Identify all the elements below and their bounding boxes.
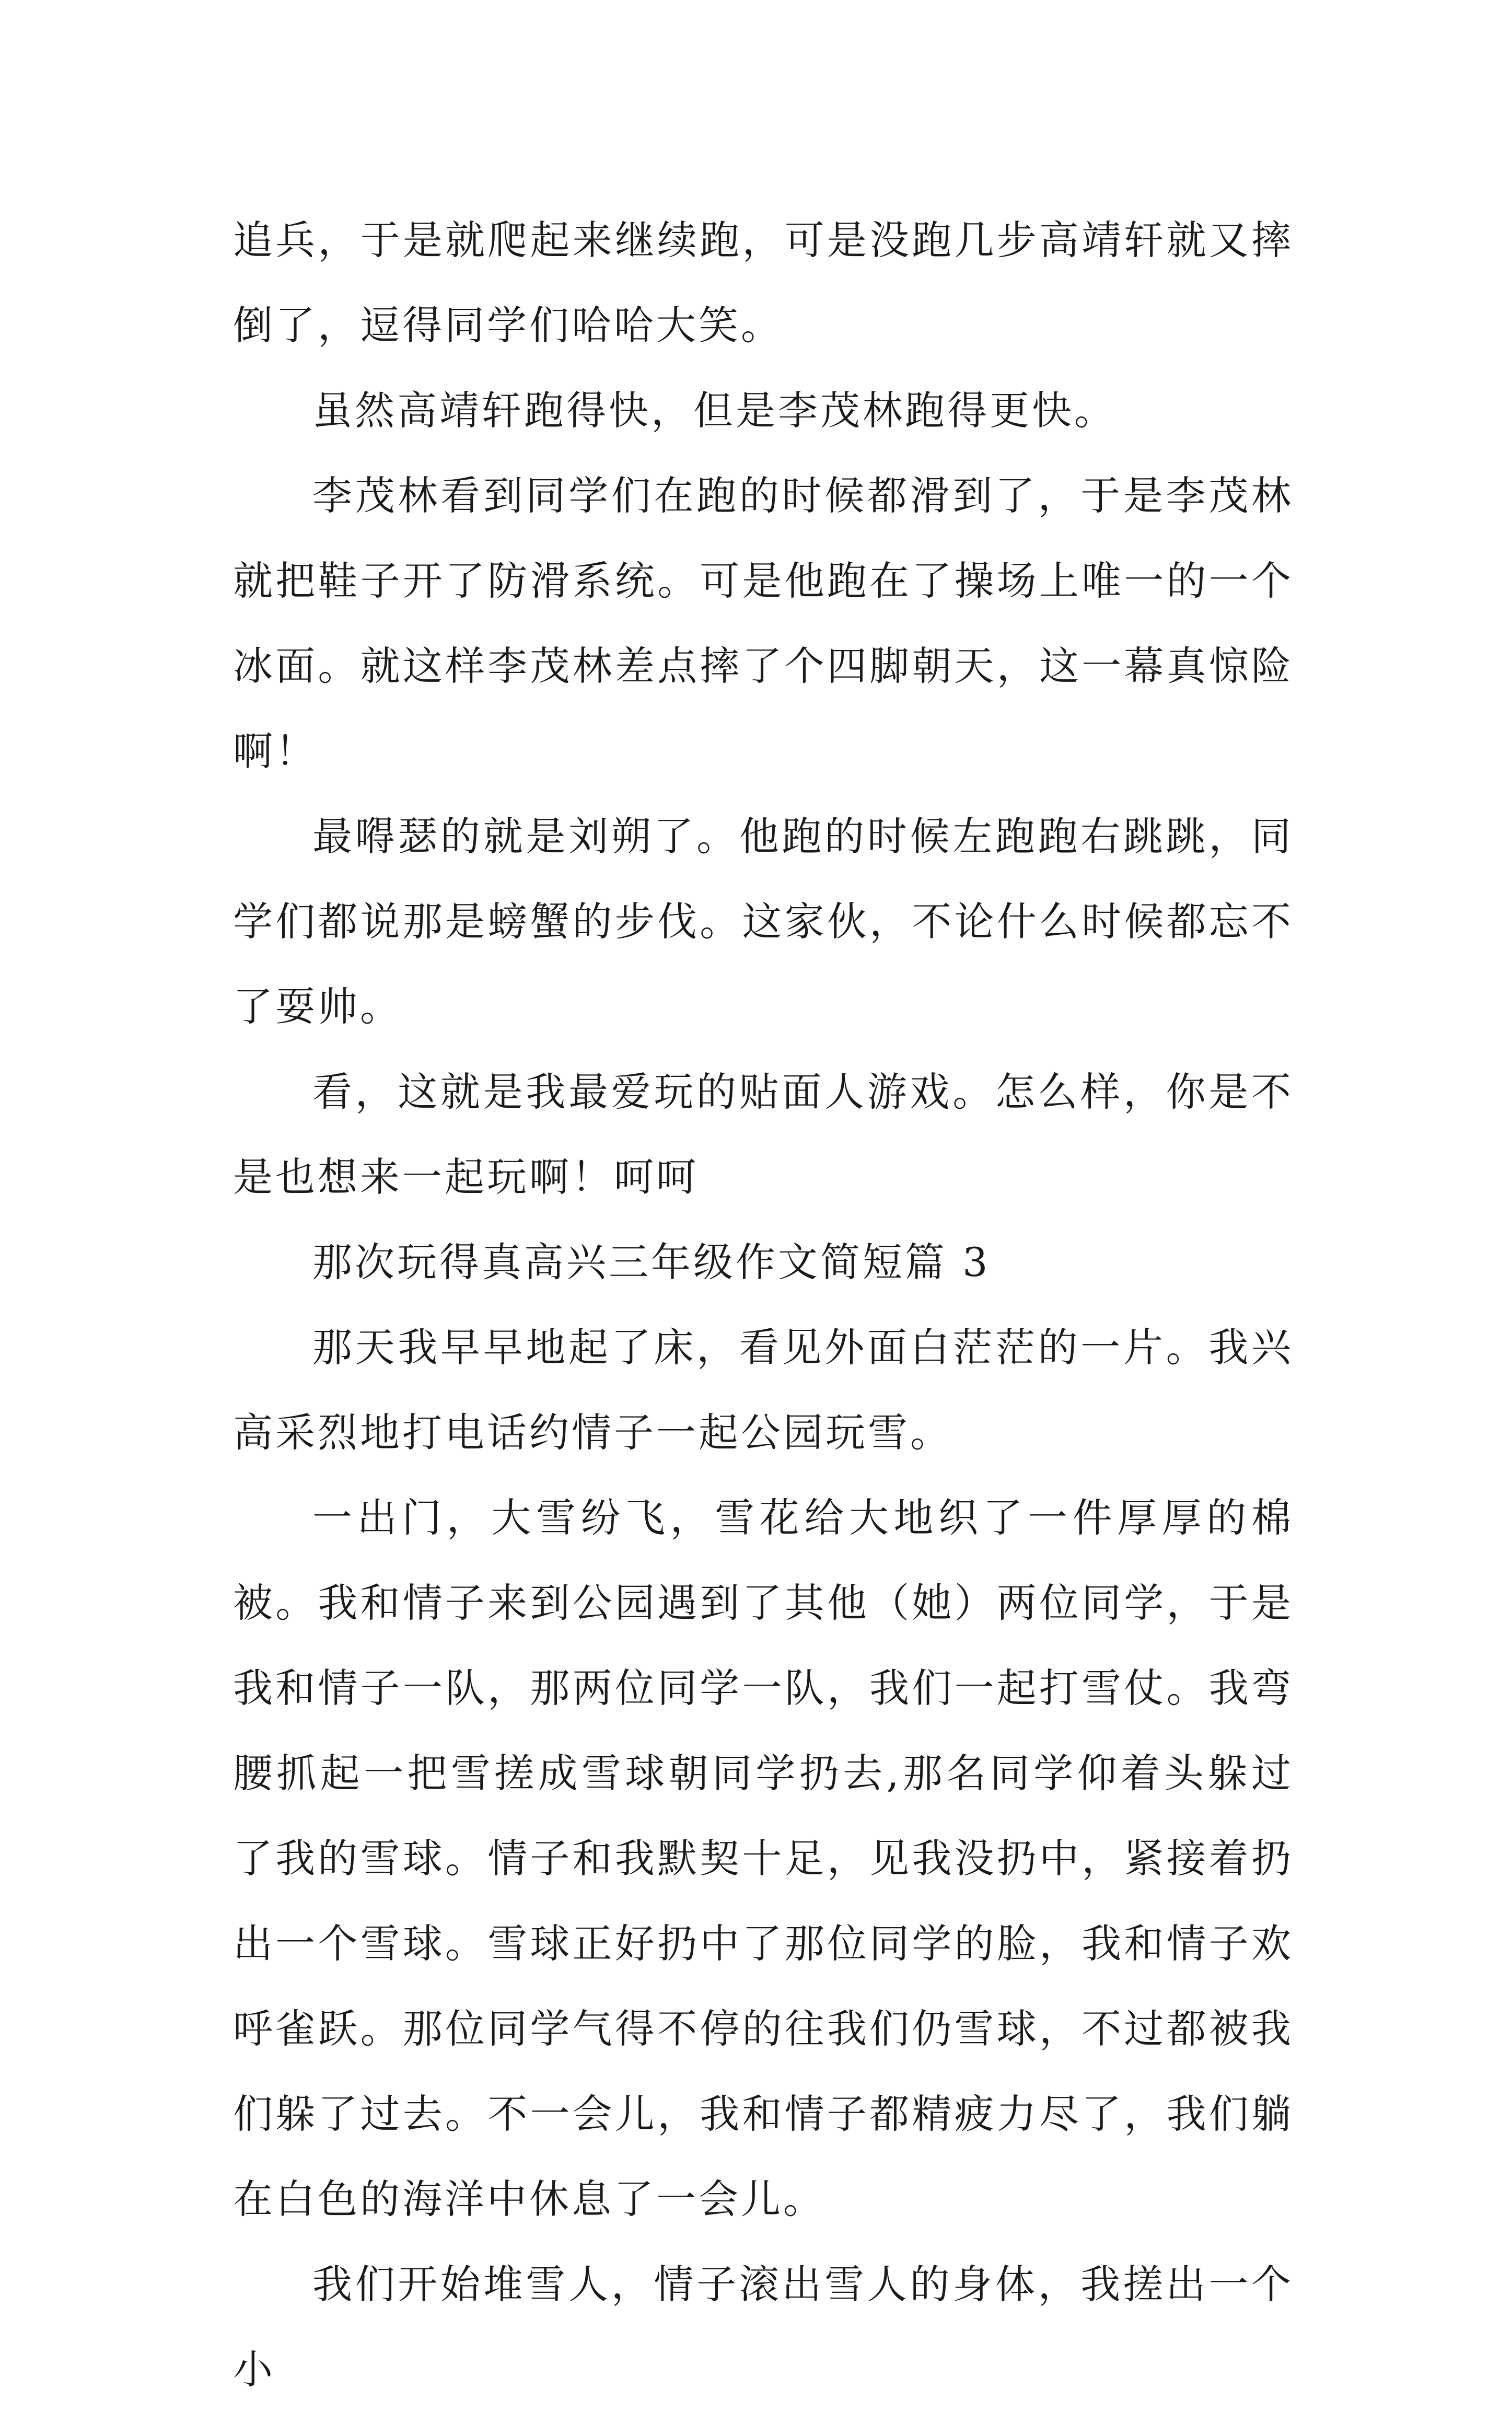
paragraph-chase-fall: 追兵，于是就爬起来继续跑，可是没跑几步高靖轩就又摔倒了，逗得同学们哈哈大笑。 bbox=[233, 217, 1294, 349]
document-body bbox=[233, 198, 1294, 2412]
section-heading: 那次玩得真高兴三年级作文简短篇 3 bbox=[312, 1239, 991, 1285]
paragraph-li-antislip: 李茂林看到同学们在跑的时候都滑到了，于是李茂林就把鞋子开了防滑系统。可是他跑在了操场上唯一的一个冰面。就这样李茂林差点摔了个四脚朝天，这一幕真惊险啊！ bbox=[233, 472, 1294, 774]
paragraph-snowman: 我们开始堆雪人，情子滚出雪人的身体，我搓出一个小 bbox=[233, 2261, 1294, 2393]
paragraph-li-faster: 虽然高靖轩跑得快，但是李茂林跑得更快。 bbox=[312, 387, 1116, 434]
paragraph-game-conclusion: 看，这就是我最爱玩的贴面人游戏。怎么样，你是不是也想来一起玩啊！呵呵 bbox=[233, 1069, 1294, 1200]
paragraph-liu-shuo: 最嘚瑟的就是刘朔了。他跑的时候左跑跑右跳跳，同学们都说那是螃蟹的步伐。这家伙，不论什么时候都忘不了耍帅。 bbox=[233, 813, 1294, 1030]
paragraph-snowball-fight: 一出门，大雪纷飞，雪花给大地织了一件厚厚的棉被。我和情子来到公园遇到了其他（她）两位同学，于是我和情子一队，那两位同学一队，我们一起打雪仗。我弯腰抓起一把雪搓成雪球朝同学扔去,那名同学仰着头躲过了我的雪球。情子和我默契十足，见我没扔中，紧接着扔出一个雪球。雪球正好扔中了那位同学的脸，我和情子欢呼雀跃。那位同学气得不停的往我们仍雪球，不过都被我们躲了过去。不一会儿，我和情子都精疲力尽了，我们躺在白色的海洋中休息了一会儿。 bbox=[233, 1494, 1294, 2222]
paragraph-snow-morning: 那天我早早地起了床，看见外面白茫茫的一片。我兴高采烈地打电话约情子一起公园玩雪。 bbox=[233, 1324, 1294, 1456]
